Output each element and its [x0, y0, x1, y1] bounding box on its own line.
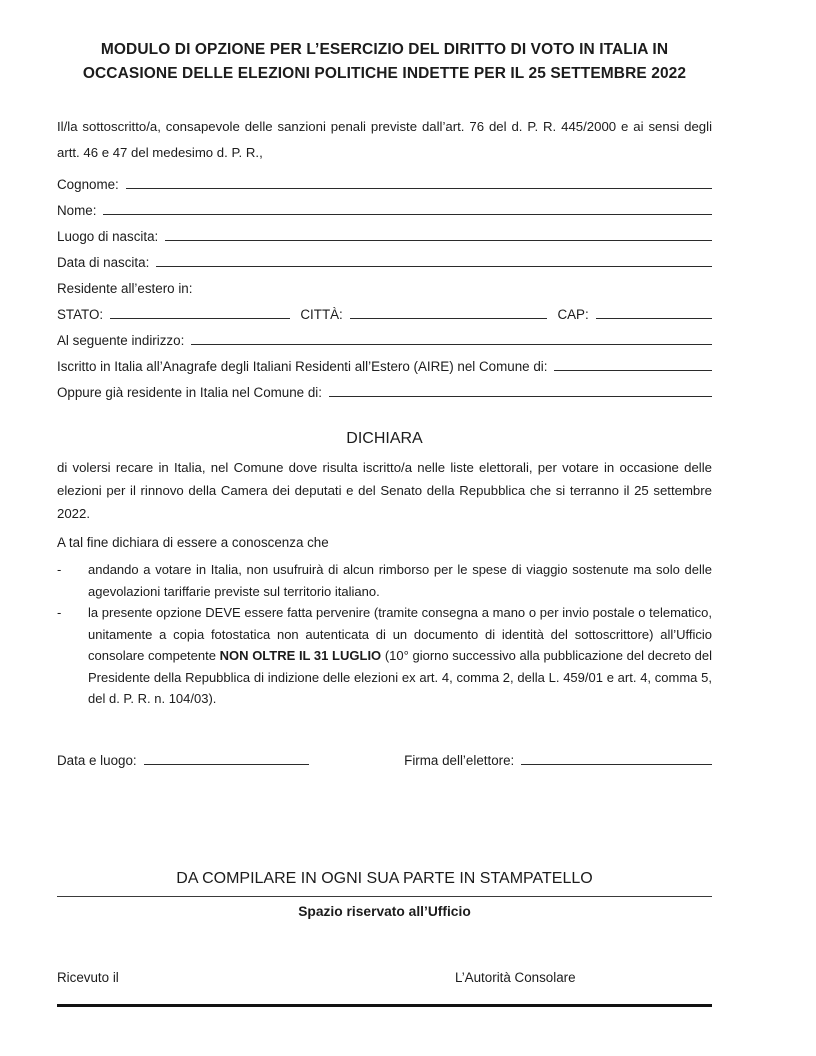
bullet-list [57, 559, 712, 710]
stato-label: STATO: [57, 307, 104, 322]
declaration-body: di volersi recare in Italia, nel Comune dove risulta iscritto/a nelle liste elettorali, per votare in occasione delle elezioni per il rinnovo della Camera dei deputati e del Senato della Repubblica che si terranno il 25 settembre 2022. [57, 460, 712, 521]
field-row-indirizzo [57, 322, 712, 348]
field-row-stato-citta-cap [57, 296, 712, 322]
aire-fill-line [554, 370, 712, 371]
date-place-fill-line [144, 764, 309, 765]
form-fields [57, 166, 712, 400]
cognome-label: Cognome: [57, 177, 119, 192]
awareness-intro: A tal fine dichiara di essere a conoscenza che [57, 535, 329, 550]
declaration-heading: DICHIARA [346, 430, 423, 447]
field-row-data-nascita [57, 244, 712, 270]
citta-label: CITTÀ: [300, 307, 343, 322]
elector-signature-fill-line [521, 764, 712, 765]
cap-fill-line [596, 318, 712, 319]
data-nascita-fill-line [156, 266, 712, 267]
residence-intro-label: Residente all’estero in: [57, 281, 193, 296]
bullet-2-deadline: NON OLTRE IL 31 LUGLIO [219, 648, 382, 663]
thin-divider [57, 896, 712, 897]
date-place-label: Data e luogo: [57, 752, 137, 768]
office-received-row [57, 968, 712, 988]
elector-signature-group [404, 742, 712, 768]
field-row-nome [57, 192, 712, 218]
comune-fill-line [329, 396, 712, 397]
date-place-group [57, 742, 404, 768]
comune-label: Oppure già residente in Italia nel Comune di: [57, 385, 322, 400]
bullet-2-post: (10° giorno successivo alla pubblicazione del decreto del Presidente della Repubblica di indizione delle elezioni ex art. 4, comma 2, della L. 459/01 e art. 4, comma 5, del d. P. R. n. 104/03). [88, 648, 712, 706]
cognome-fill-line [126, 188, 712, 189]
indirizzo-label: Al seguente indirizzo: [57, 333, 185, 348]
bullet-dash: - [57, 605, 62, 620]
document-title [57, 38, 712, 86]
cap-label: CAP: [557, 307, 589, 322]
document-title-line-1: MODULO DI OPZIONE PER L’ESERCIZIO DEL DIRITTO DI VOTO IN ITALIA IN [100, 41, 669, 58]
luogo-nascita-fill-line [165, 240, 712, 241]
intro-paragraph: Il/la sottoscritto/a, consapevole delle sanzioni penali previste dall’art. 76 del d. P. R. 445/2000 e ai sensi degli artt. 46 e 47 del medesimo d. P. R., [57, 119, 712, 160]
nome-label: Nome: [57, 203, 97, 218]
luogo-nascita-label: Luogo di nascita: [57, 229, 159, 244]
thick-divider [57, 1004, 712, 1007]
consular-authority-label: L’Autorità Consolare [455, 969, 576, 985]
field-row-aire [57, 348, 712, 374]
received-label: Ricevuto il [57, 969, 119, 985]
nome-fill-line [103, 214, 712, 215]
field-row-luogo-nascita [57, 218, 712, 244]
list-item [57, 559, 712, 602]
fill-instruction: DA COMPILARE IN OGNI SUA PARTE IN STAMPATELLO [176, 869, 593, 887]
indirizzo-fill-line [191, 344, 712, 345]
field-row-cognome [57, 166, 712, 192]
document-title-line-2: OCCASIONE DELLE ELEZIONI POLITICHE INDETTE PER IL 25 SETTEMBRE 2022 [82, 65, 687, 82]
data-nascita-label: Data di nascita: [57, 255, 150, 270]
bullet-dash: - [57, 562, 62, 577]
bullet-2-pre: la presente opzione DEVE essere fatta pervenire (tramite consegna a mano o per invio postale o telematico, unitamente a copia fotostatica non autenticata di un documento di identità del sottoscrittore) all’Ufficio consolare competente [88, 605, 712, 663]
bullet-1-text: andando a votare in Italia, non usufruirà di alcun rimborso per le spese di viaggio sostenute ma solo delle agevolazioni tariffarie previste sul territorio italiano. [88, 562, 712, 599]
stato-fill-line [110, 318, 290, 319]
field-row-comune [57, 374, 712, 400]
bullet-2-text [88, 602, 712, 710]
aire-label: Iscritto in Italia all’Anagrafe degli Italiani Residenti all’Estero (AIRE) nel Comune di: [57, 359, 548, 374]
elector-signature-label: Firma dell’elettore: [404, 752, 515, 768]
signature-row [57, 742, 712, 768]
residence-intro-row [57, 270, 712, 296]
office-section-heading: Spazio riservato all’Ufficio [298, 903, 471, 919]
citta-fill-line [350, 318, 548, 319]
list-item [57, 602, 712, 710]
